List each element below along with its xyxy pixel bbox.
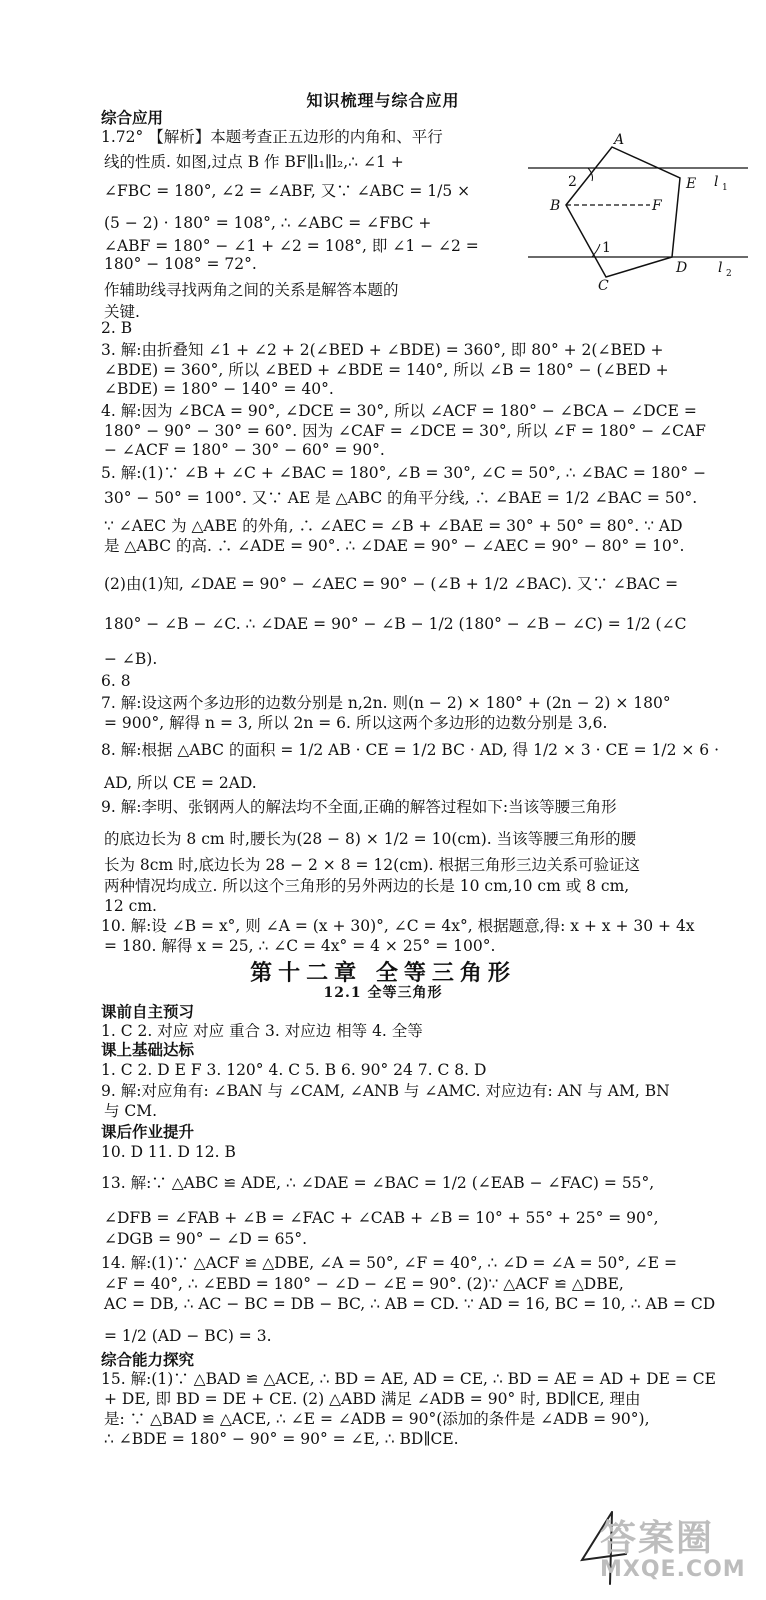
text-line: 5. 解:(1)∵ ∠B + ∠C + ∠BAC = 180°, ∠B = 30°, ∠C = 50°, ∴ ∠BAC = 180° − [101,464,707,482]
text-line: 15. 解:(1)∵ △BAD ≌ △ACE, ∴ BD = AE, AD = CE, ∴ BD = AE = AD + DE = CE [101,1370,716,1388]
label-b: B [550,198,561,214]
heading-exploration: 综合能力探究 [101,1350,195,1369]
text-line: 长为 8cm 时,底边长为 28 − 2 × 8 = 12(cm). 根据三角形三边关系可验证这 [104,856,640,874]
text-line: − ∠ACF = 180° − 30° − 60° = 90°. [104,441,385,459]
section-title: 知识梳理与综合应用 [306,91,460,110]
label-e: E [686,176,697,192]
text-line: 2. B [101,319,133,337]
text-line: 是: ∵ △BAD ≌ △ACE, ∴ ∠E = ∠ADB = 90°(添加的条件是 ∠ADB = 90°), [104,1410,650,1428]
label-l1-sub: 1 [722,183,728,193]
text-line: 9. 解:李明、张钢两人的解法均不全面,正确的解答过程如下:当该等腰三角形 [101,798,617,816]
text-line: 1. C 2. D E F 3. 120° 4. C 5. B 6. 90° 24 7. C 8. D [101,1061,487,1079]
text-line: 13. 解:∵ △ABC ≌ ADE, ∴ ∠DAE = ∠BAC = 1/2 (∠EAB − ∠FAC) = 55°, [101,1174,655,1192]
text-line: ∠BDE) = 180° − 140° = 40°. [104,380,334,398]
watermark [600,1510,746,1582]
watermark-url: MXQE.COM [600,1557,746,1582]
text-line: 4. 解:因为 ∠BCA = 90°, ∠DCE = 30°, 所以 ∠ACF = 180° − ∠BCA − ∠DCE = [101,402,697,420]
text-line: 两种情况均成立. 所以这个三角形的另外两边的长是 10 cm,10 cm 或 8 cm, [104,877,630,895]
label-d: D [676,260,688,276]
text-line: 10. 解:设 ∠B = x°, 则 ∠A = (x + 30)°, ∠C = 4x°, 根据题意,得: x + x + 30 + 4x [101,917,695,935]
text-line: 8. 解:根据 △ABC 的面积 = 1/2 AB · CE = 1/2 BC · AD, 得 1/2 × 3 · CE = 1/2 × 6 · [101,741,720,759]
handwriting-text: 4 [572,1508,573,1509]
label-l2-sub: 2 [726,269,732,279]
heading-comprehensive: 综合应用 [101,108,164,127]
text-line: − ∠B). [104,650,158,668]
text-line: 1.72° 【解析】本题考查正五边形的内角和、平行 [101,128,443,146]
text-line: 关键. [104,303,140,321]
text-line: 9. 解:对应角有: ∠BAN 与 ∠CAM, ∠ANB 与 ∠AMC. 对应边有: AN 与 AM, BN [101,1082,670,1100]
heading-homework: 课后作业提升 [101,1122,195,1141]
text-line: 180° − 108° = 72°. [104,255,257,273]
text-line: 3. 解:由折叠知 ∠1 + ∠2 + 2(∠BED + ∠BDE) = 360°, 即 80° + 2(∠BED + [101,341,664,359]
label-l2: l [718,260,723,276]
text-line: 是 △ABC 的高. ∴ ∠ADE = 90°. ∴ ∠DAE = 90° − ∠AEC = 90° − 80° = 10°. [104,537,685,555]
text-line: = 180. 解得 x = 25, ∴ ∠C = 4x° = 4 × 25° = 100°. [104,937,496,955]
text-line: 的底边长为 8 cm 时,腰长为(28 − 8) × 1/2 = 10(cm). 当该等腰三角形的腰 [104,830,637,848]
text-line: 7. 解:设这两个多边形的边数分别是 n,2n. 则(n − 2) × 180° + (2n − 2) × 180° [101,694,671,712]
heading-preview: 课前自主预习 [101,1002,195,1021]
text-line: ∵ ∠AEC 为 △ABE 的外角, ∴ ∠AEC = ∠B + ∠BAE = 30° + 50° = 80°. ∵ AD [104,517,683,535]
text-line: ∠F = 40°, ∴ ∠EBD = 180° − ∠D − ∠E = 90°. (2)∵ △ACF ≌ △DBE, [104,1275,624,1293]
text-line: 6. 8 [101,672,131,690]
text-line: ∠DFB = ∠FAB + ∠B = ∠FAC + ∠CAB + ∠B = 10° + 55° + 25° = 90°, [104,1209,659,1227]
watermark-logo: 答案圈 [600,1518,715,1559]
text-line: AD, 所以 CE = 2AD. [104,774,257,792]
text-line: 与 CM. [104,1102,158,1120]
label-angle-2: 2 [568,174,577,190]
text-line: 180° − ∠B − ∠C. ∴ ∠DAE = 90° − ∠B − 1/2 (180° − ∠B − ∠C) = 1/2 (∠C [104,615,687,633]
chapter-title: 第十二章 全等三角形 [250,960,516,986]
text-line: 30° − 50° = 100°. 又∵ AE 是 △ABC 的角平分线, ∴ ∠BAE = 1/2 ∠BAC = 50°. [104,489,698,507]
text-line: (5 − 2) · 180° = 108°, ∴ ∠ABC = ∠FBC + [104,214,432,232]
lesson-title: 12.1 全等三角形 [323,985,443,1001]
text-line: = 1/2 (AD − BC) = 3. [104,1327,272,1345]
label-f: F [652,198,662,214]
label-a: A [614,132,625,148]
text-line: 10. D 11. D 12. B [101,1143,236,1161]
pentagon-figure [528,130,748,290]
text-line: ∠BDE) = 360°, 所以 ∠BED + ∠BDE = 140°, 所以 ∠B = 180° − (∠BED + [104,361,669,379]
text-line: ∠ABF = 180° − ∠1 + ∠2 = 108°, 即 ∠1 − ∠2 = [104,237,479,255]
text-line: ∴ ∠BDE = 180° − 90° = 90° = ∠E, ∴ BD∥CE. [104,1430,459,1448]
text-line: ∠DGB = 90° − ∠D = 65°. [104,1230,307,1248]
label-l1: l [714,174,719,190]
text-line: 180° − 90° − 30° = 60°. 因为 ∠CAF = ∠DCE = 30°, 所以 ∠F = 180° − ∠CAF [104,422,706,440]
text-line: AC = DB, ∴ AC − BC = DB − BC, ∴ AB = CD. ∵ AD = 16, BC = 10, ∴ AB = CD [104,1295,716,1313]
text-line: 12 cm. [104,897,157,915]
text-line: 作辅助线寻找两角之间的关系是解答本题的 [104,281,399,299]
label-c: C [598,278,609,290]
angle-1-arc [592,244,600,257]
text-line: 线的性质. 如图,过点 B 作 BF∥l₁∥l₂,∴ ∠1 + [104,153,404,171]
text-line: 14. 解:(1)∵ △ACF ≌ △DBE, ∠A = 50°, ∠F = 40°, ∴ ∠D = ∠A = 50°, ∠E = [101,1254,678,1272]
text-line: ∠FBC = 180°, ∠2 = ∠ABF, 又∵ ∠ABC = 1/5 × [104,182,471,200]
heading-classwork: 课上基础达标 [101,1040,195,1059]
text-line: (2)由(1)知, ∠DAE = 90° − ∠AEC = 90° − (∠B + 1/2 ∠BAC). 又∵ ∠BAC = [104,575,679,593]
text-line: 1. C 2. 对应 对应 重合 3. 对应边 相等 4. 全等 [101,1022,423,1040]
text-line: + DE, 即 BD = DE + CE. (2) △ABD 满足 ∠ADB = 90° 时, BD∥CE, 理由 [104,1390,641,1408]
label-angle-1: 1 [602,240,611,256]
text-line: = 900°, 解得 n = 3, 所以 2n = 6. 所以这两个多边形的边数分别是 3,6. [104,714,608,732]
